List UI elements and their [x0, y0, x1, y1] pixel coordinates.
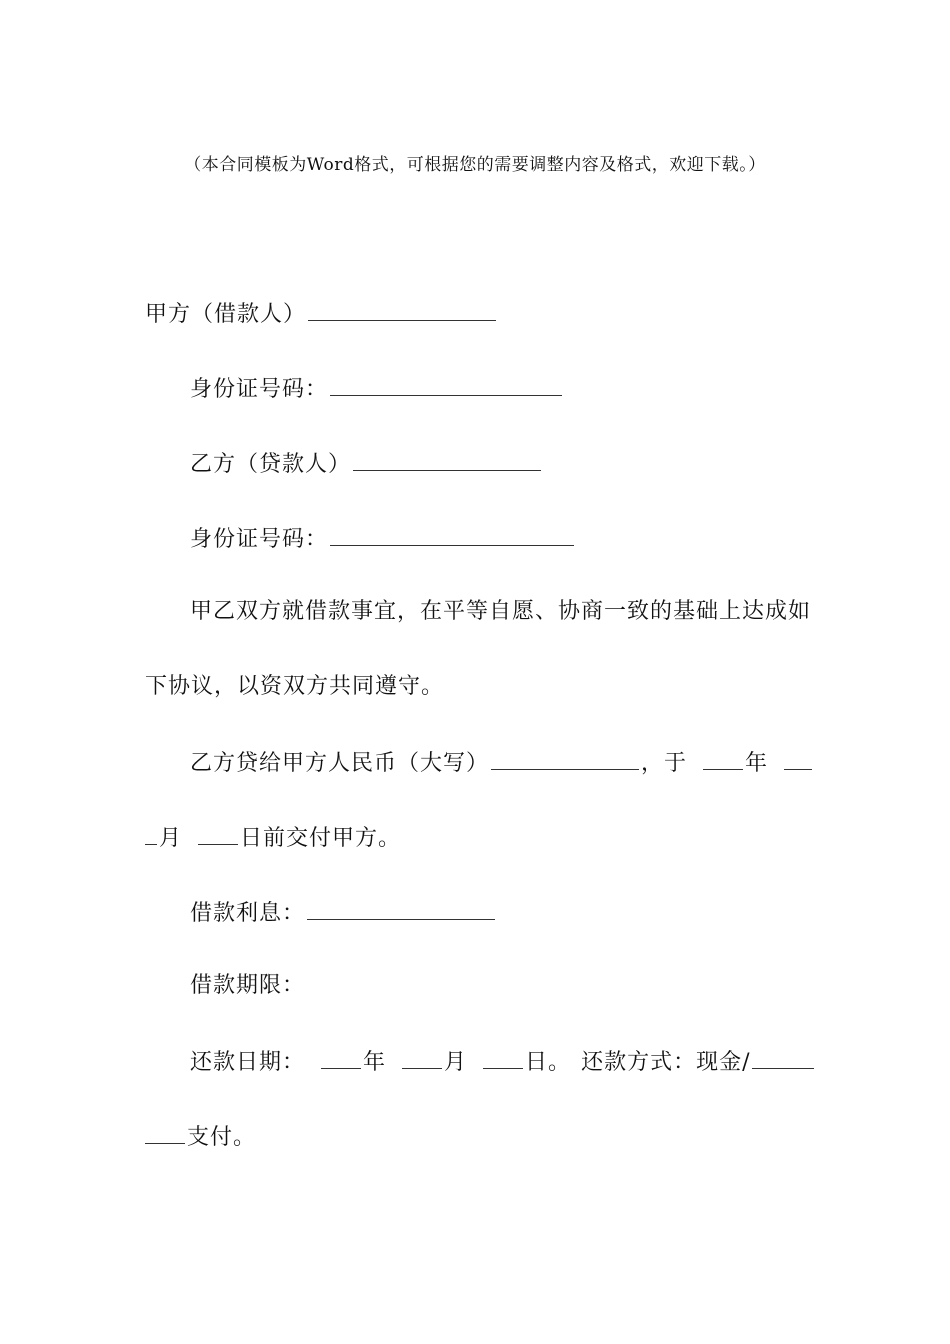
repay-method-blank-part2[interactable] — [145, 1121, 185, 1144]
agreement-line-1: 甲乙双方就借款事宜，在平等自愿、协商一致的基础上达成如 — [190, 599, 812, 624]
loan-date-line — [145, 822, 401, 854]
repay-year-label: 年 — [363, 1050, 387, 1075]
repay-method-label: 还款方式：现金/ — [581, 1050, 751, 1075]
party-b-id-line — [190, 523, 576, 555]
repay-day-label: 日。 — [525, 1050, 572, 1075]
party-a-id-label: 身份证号码： — [190, 377, 329, 402]
repay-month-blank[interactable] — [402, 1046, 442, 1069]
party-b-label: 乙方（贷款人） — [190, 452, 352, 477]
party-b-line — [190, 448, 543, 480]
party-a-label: 甲方（借款人） — [145, 302, 307, 327]
repay-method-line — [145, 1121, 256, 1153]
repay-line — [190, 1046, 816, 1078]
loan-amount-label: 乙方贷给甲方人民币（大写） — [190, 751, 490, 776]
party-a-id-line — [190, 373, 564, 405]
loan-month-label: 月 — [159, 826, 183, 851]
loan-amount-blank[interactable] — [491, 747, 639, 770]
repay-day-blank[interactable] — [483, 1046, 523, 1069]
party-b-blank[interactable] — [353, 448, 541, 471]
party-a-line — [145, 298, 498, 330]
party-a-blank[interactable] — [308, 298, 496, 321]
loan-day-label: 日前交付甲方。 — [240, 826, 402, 851]
interest-blank[interactable] — [307, 897, 495, 920]
repay-pay-suffix: 支付。 — [187, 1125, 257, 1150]
term-label: 借款期限： — [190, 973, 306, 998]
loan-year-label: 年 — [745, 751, 769, 776]
loan-month-blank-part2[interactable] — [145, 822, 157, 845]
party-b-id-blank[interactable] — [330, 523, 574, 546]
loan-year-blank[interactable] — [703, 747, 743, 770]
repay-date-label: 还款日期： — [190, 1050, 306, 1075]
interest-label: 借款利息： — [190, 901, 306, 926]
repay-method-blank-part1[interactable] — [752, 1046, 814, 1069]
loan-amount-line — [190, 747, 814, 779]
loan-month-blank-part1[interactable] — [784, 747, 812, 770]
template-note: （本合同模板为Word格式，可根据您的需要调整内容及格式，欢迎下载。） — [184, 155, 766, 175]
agreement-line-2: 下协议，以资双方共同遵守。 — [145, 674, 445, 699]
interest-line — [190, 897, 497, 929]
party-b-id-label: 身份证号码： — [190, 527, 329, 552]
term-line — [190, 971, 305, 1001]
repay-month-label: 月 — [444, 1050, 468, 1075]
repay-year-blank[interactable] — [321, 1046, 361, 1069]
party-a-id-blank[interactable] — [330, 373, 562, 396]
loan-day-blank[interactable] — [198, 822, 238, 845]
loan-yu-label: ，于 — [641, 751, 688, 776]
